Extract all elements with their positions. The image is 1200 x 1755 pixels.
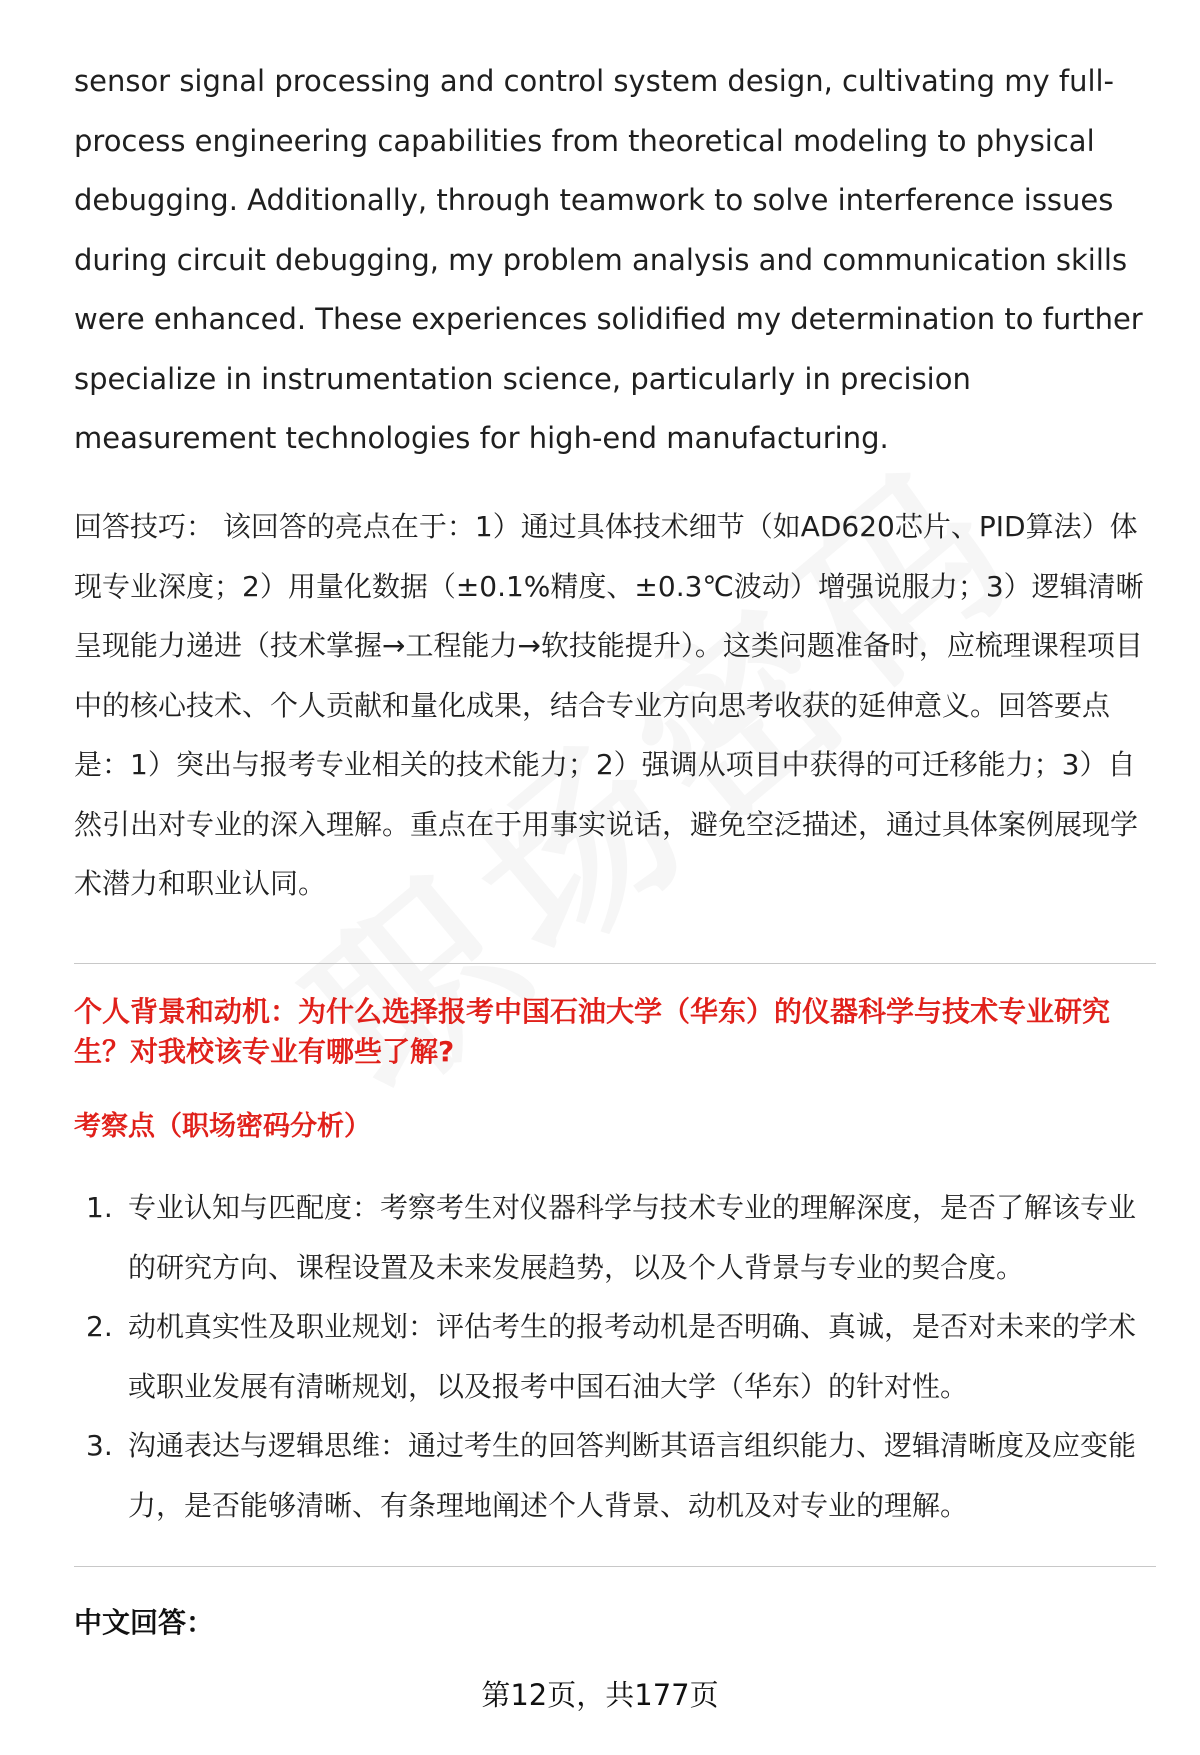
page-number-footer: 第12页，共177页: [481, 1678, 719, 1712]
analysis-points-list: [74, 1178, 1154, 1535]
list-item-text: 动机真实性及职业规划：评估考生的报考动机是否明确、真诚，是否对未来的学术或职业发展有清晰规划，以及报考中国石油大学（华东）的针对性。: [128, 1310, 1137, 1403]
chinese-answer-heading: 中文回答：: [74, 1606, 215, 1639]
answer-tips-paragraph: 回答技巧： 该回答的亮点在于：1）通过具体技术细节（如AD620芯片、PID算法）体现专业深度；2）用量化数据（±0.1%精度、±0.3℃波动）增强说服力；3）逻辑清晰呈现能力递进（技术掌握→工程能力→软技能提升）。这类问题准备时，应梳理课程项目中的核心技术、个人贡献和量化成果，结合专业方向思考收获的延伸意义。回答要点是：1）突出与报考专业相关的技术能力；2）强调从项目中获得的可迁移能力；3）自然引出对专业的深入理解。重点在于用事实说话，避免空泛描述，通过具体案例展现学术潜力和职业认同。: [74, 510, 1144, 900]
analysis-heading: 考察点（职场密码分析）: [74, 1111, 371, 1142]
section-divider: [74, 1566, 1156, 1567]
english-answer-paragraph: sensor signal processing and control system design, cultivating my full-process engineering capabilities from theoretical modeling to physical debugging. Additionally, through teamwork to solve interference issues during circuit debugging, my problem analysis and communication skills were enhanced. These experiences solidified my determination to further specialize in instrumentation science, particularly in precision measurement technologies for high-end manufacturing.: [74, 64, 1143, 455]
list-item: [74, 1416, 1154, 1535]
list-item-number: 2.: [86, 1310, 113, 1343]
list-item-text: 专业认知与匹配度：考察考生对仪器科学与技术专业的理解深度，是否了解该专业的研究方向、课程设置及未来发展趋势，以及个人背景与专业的契合度。: [128, 1191, 1137, 1284]
list-item: [74, 1178, 1154, 1297]
list-item: [74, 1297, 1154, 1416]
list-item-number: 3.: [86, 1429, 113, 1462]
list-item-text: 沟通表达与逻辑思维：通过考生的回答判断其语言组织能力、逻辑清晰度及应变能力，是否能够清晰、有条理地阐述个人背景、动机及对专业的理解。: [128, 1429, 1137, 1522]
list-item-number: 1.: [86, 1191, 113, 1224]
section-divider: [74, 963, 1156, 964]
question-heading: 个人背景和动机：为什么选择报考中国石油大学（华东）的仪器科学与技术专业研究生？对我校该专业有哪些了解?: [74, 995, 1111, 1068]
